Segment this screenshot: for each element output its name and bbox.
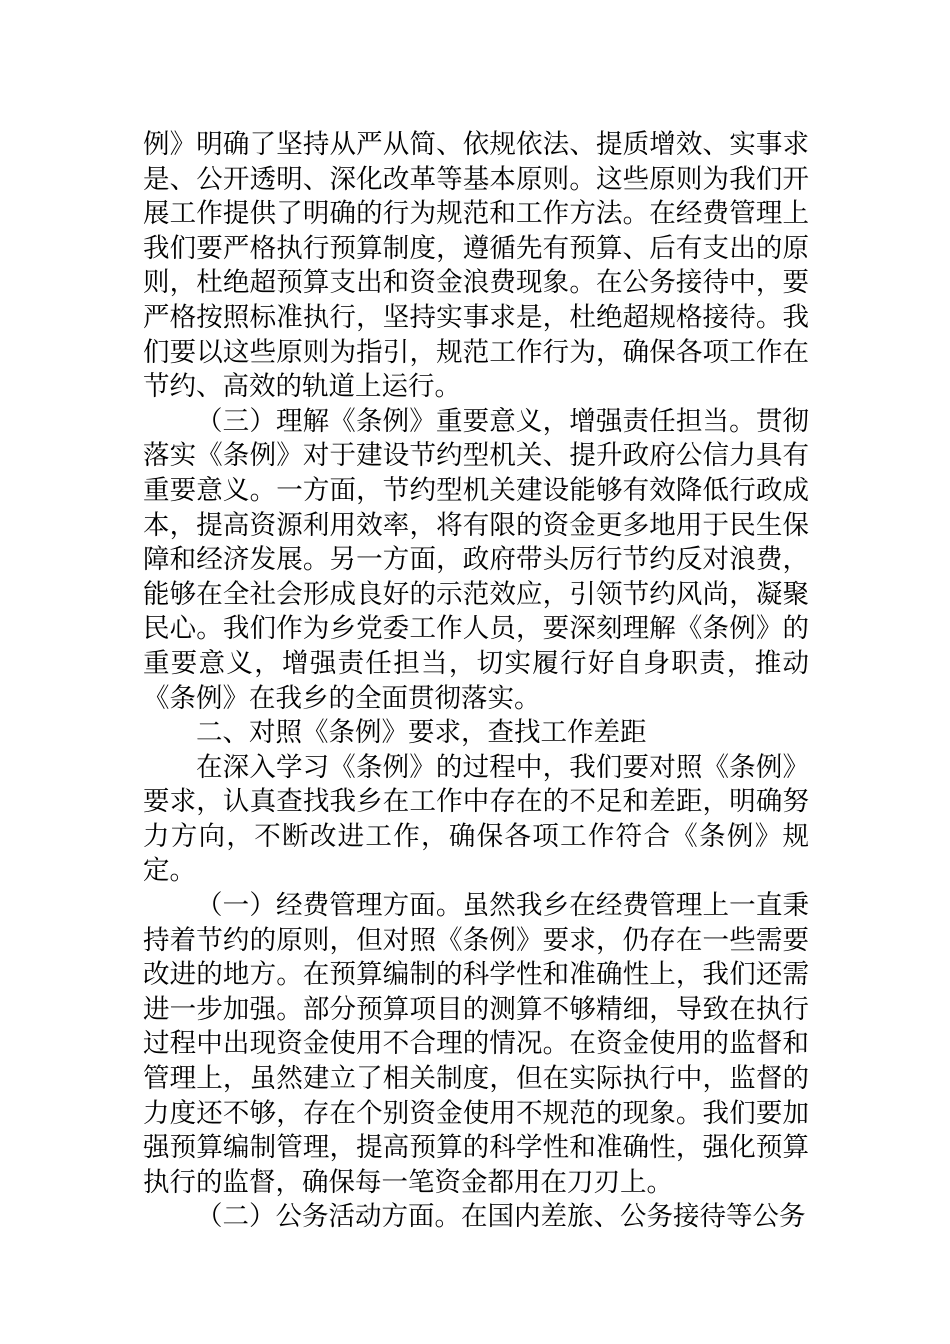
paragraph-section-two-intro: 在深入学习《条例》的过程中，我们要对照《条例》要求，认真查找我乡在工作中存在的不足和差距，明确努力方向，不断改进工作，确保各项工作符合《条例》规定。 bbox=[143, 751, 809, 887]
document-body bbox=[143, 128, 809, 1235]
paragraph-principles-continued: 例》明确了坚持从严从简、依规依法、提质增效、实事求是、公开透明、深化改革等基本原则。这些原则为我们开展工作提供了明确的行为规范和工作方法。在经费管理上我们要严格执行预算制度，遵循先有预算、后有支出的原则，杜绝超预算支出和资金浪费现象。在公务接待中，要严格按照标准执行，坚持实事求是，杜绝超规格接待。我们要以这些原则为指引，规范工作行为，确保各项工作在节约、高效的轨道上运行。 bbox=[143, 129, 809, 403]
paragraph-significance: （三）理解《条例》重要意义，增强责任担当。贯彻落实《条例》对于建设节约型机关、提升政府公信力具有重要意义。一方面，节约型机关建设能够有效降低行政成本，提高资源利用效率，将有限的资金更多地用于民生保障和经济发展。另一方面，政府带头厉行节约反对浪费，能够在全社会形成良好的示范效应，引领节约风尚，凝聚民心。我们作为乡党委工作人员，要深刻理解《条例》的重要意义，增强责任担当，切实履行好自身职责，推动《条例》在我乡的全面贯彻落实。 bbox=[143, 405, 809, 714]
paragraph-funding-management: （一）经费管理方面。虽然我乡在经费管理上一直秉持着节约的原则，但对照《条例》要求，仍存在一些需要改进的地方。在预算编制的科学性和准确性上，我们还需进一步加强。部分预算项目的测算不够精细，导致在执行过程中出现资金使用不合理的情况。在资金使用的监督和管理上，虽然建立了相关制度，但在实际执行中，监督的力度还不够，存在个别资金使用不规范的现象。我们要加强预算编制管理，提高预算的科学性和准确性，强化预算执行的监督，确保每一笔资金都用在刀刃上。 bbox=[143, 890, 809, 1198]
paragraph-official-activities: （二）公务活动方面。在国内差旅、公务接待等公务 bbox=[196, 1201, 806, 1233]
section-heading-two: 二、对照《条例》要求，查找工作差距 bbox=[196, 717, 647, 749]
